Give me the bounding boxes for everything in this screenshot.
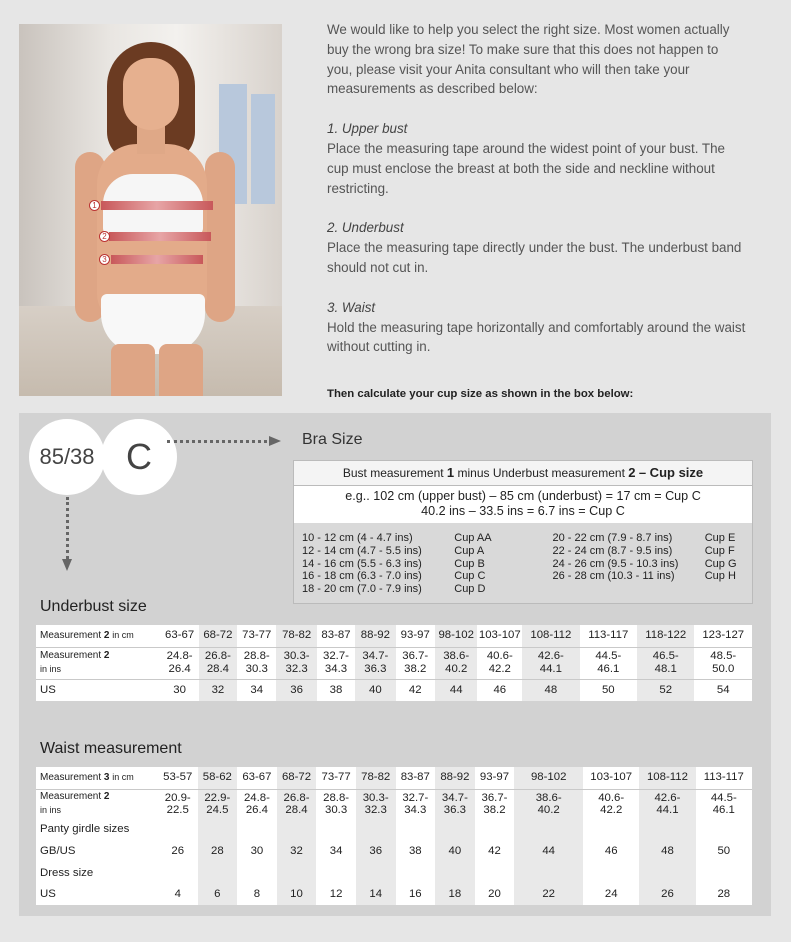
cell-gbus: 40 [435, 839, 475, 863]
cell-blank [277, 863, 317, 883]
row-label-dress: Dress size [36, 863, 158, 883]
cell-ins: 36.7- 38.2 [396, 647, 435, 679]
cell-blank [639, 863, 695, 883]
cell-cm: 63-67 [160, 625, 198, 647]
cell-ins: 44.5- 46.1 [580, 647, 637, 679]
arrow-down-icon [62, 559, 72, 571]
cell-cm: 73-77 [316, 767, 356, 789]
cell-blank [696, 819, 752, 839]
cell-ins: 34.7- 36.3 [435, 789, 475, 819]
waist-table [36, 767, 752, 905]
cell-ins: 44.5- 46.1 [696, 789, 752, 819]
cup-range: 16 - 18 cm (6.3 - 7.0 ins) [302, 570, 422, 583]
cup-label: Cup G [704, 557, 737, 570]
cell-us: 38 [317, 679, 355, 701]
bra-size-title: Bra Size [302, 431, 363, 448]
cell-cm: 113-117 [580, 625, 637, 647]
intro-text [327, 20, 747, 405]
cup-label: Cup E [704, 532, 736, 544]
cell-us: 24 [583, 883, 639, 905]
cell-cm: 108-112 [639, 767, 695, 789]
calc-instruction: Then calculate your cup size as shown in the box below: [327, 388, 634, 401]
cup-range: 18 - 20 cm (7.0 - 7.9 ins) [302, 583, 422, 596]
cell-us: 44 [435, 679, 478, 701]
cup-range: 26 - 28 cm (10.3 - 11 ins) [552, 570, 675, 583]
intro-paragraph: We would like to help you select the right size. Most women actually buy the wrong bra size! To make sure that this does not happen to you, please visit your Anita consultant who will then take your measurements as described below: [327, 22, 730, 97]
waist-tape [111, 255, 203, 264]
cup-range: 14 - 16 cm (5.5 - 6.3 ins) [302, 557, 422, 570]
cell-ins: 28.8- 30.3 [237, 647, 276, 679]
cell-us: 10 [277, 883, 317, 905]
cup-label: Cup A [454, 544, 485, 557]
cell-blank [198, 863, 238, 883]
cell-ins: 30.3- 32.3 [356, 789, 396, 819]
cell-cm: 93-97 [475, 767, 515, 789]
cell-gbus: 46 [583, 839, 639, 863]
cell-us: 12 [316, 883, 356, 905]
cell-us: 48 [522, 679, 579, 701]
cell-cm: 68-72 [199, 625, 237, 647]
cell-ins: 40.6- 42.2 [477, 647, 522, 679]
cell-us: 16 [396, 883, 436, 905]
cell-blank [237, 819, 277, 839]
cup-label: Cup AA [454, 532, 492, 544]
step-underbust-text: Place the measuring tape directly under the bust. The underbust band should not cut in. [327, 240, 742, 275]
row-label-us: US [36, 883, 158, 905]
cell-us: 52 [637, 679, 694, 701]
cell-blank [435, 819, 475, 839]
example-cup-size: C [101, 419, 177, 495]
cell-cm: 78-82 [276, 625, 316, 647]
arrow-right-icon [269, 436, 281, 446]
cell-ins: 32.7- 34.3 [317, 647, 355, 679]
cup-label: Cup B [454, 557, 485, 570]
cell-cm: 78-82 [356, 767, 396, 789]
cell-cm: 73-77 [237, 625, 276, 647]
row-label-cm: Measurement 3 in cm [36, 767, 158, 789]
marker-3: 3 [99, 254, 110, 265]
cell-blank [158, 863, 198, 883]
cell-us: 34 [237, 679, 276, 701]
cup-ranges [293, 523, 753, 604]
cell-us: 36 [276, 679, 316, 701]
step-waist-text: Hold the measuring tape horizontally and comfortably around the waist without cutting in. [327, 319, 746, 355]
formula-header: Bust measurement 1 minus Underbust measurement 2 – Cup size [293, 460, 753, 486]
row-label-panty: Panty girdle sizes [36, 819, 158, 839]
underbust-table [36, 625, 752, 701]
cell-ins: 28.8- 30.3 [316, 789, 356, 819]
cell-cm: 53-57 [158, 767, 198, 789]
marker-2: 2 [99, 231, 110, 242]
cell-blank [435, 863, 475, 883]
cell-us: 50 [580, 679, 637, 701]
cell-us: 46 [477, 679, 522, 701]
cell-cm: 88-92 [355, 625, 395, 647]
cell-cm: 113-117 [696, 767, 752, 789]
cell-gbus: 44 [514, 839, 583, 863]
step-upper-bust-title: 1. Upper bust [327, 121, 408, 137]
row-label-gbus: GB/US [36, 839, 158, 863]
cell-ins: 38.6- 40.2 [435, 647, 478, 679]
cup-label: Cup H [704, 570, 736, 583]
cell-blank [583, 819, 639, 839]
cell-cm: 83-87 [396, 767, 436, 789]
cell-us: 54 [694, 679, 752, 701]
cell-gbus: 50 [696, 839, 752, 863]
cell-ins: 42.6- 44.1 [639, 789, 695, 819]
cell-blank [158, 819, 198, 839]
cup-range: 24 - 26 cm (9.5 - 10.3 ins) [552, 557, 679, 570]
cell-blank [237, 863, 277, 883]
cell-blank [316, 819, 356, 839]
cell-cm: 93-97 [396, 625, 435, 647]
cell-ins: 40.6- 42.2 [583, 789, 639, 819]
cell-cm: 63-67 [237, 767, 277, 789]
cup-range: 12 - 14 cm (4.7 - 5.5 ins) [302, 544, 422, 557]
cell-ins: 36.7- 38.2 [475, 789, 515, 819]
cell-ins: 22.9- 24.5 [198, 789, 238, 819]
cell-ins: 32.7- 34.3 [396, 789, 436, 819]
step-upper-bust-text: Place the measuring tape around the widest point of your bust. The cup must enclose the breast at both the side and neckline without restricting. [327, 140, 725, 196]
cell-blank [356, 863, 396, 883]
cup-size-formula-box [293, 460, 753, 604]
cell-cm: 83-87 [317, 625, 355, 647]
cell-us: 30 [160, 679, 198, 701]
cell-ins: 24.8- 26.4 [160, 647, 198, 679]
cell-blank [396, 863, 436, 883]
cup-range: 20 - 22 cm (7.9 - 8.7 ins) [552, 532, 673, 544]
cell-us: 14 [356, 883, 396, 905]
cell-cm: 103-107 [477, 625, 522, 647]
cell-cm: 103-107 [583, 767, 639, 789]
underbust-title: Underbust size [40, 598, 147, 615]
cell-cm: 118-122 [637, 625, 694, 647]
cell-ins: 34.7- 36.3 [355, 647, 395, 679]
cell-gbus: 34 [316, 839, 356, 863]
row-label-us: US [36, 679, 160, 701]
cell-ins: 46.5- 48.1 [637, 647, 694, 679]
step-waist-title: 3. Waist [327, 299, 376, 315]
cell-us: 22 [514, 883, 583, 905]
cell-blank [396, 819, 436, 839]
cell-us: 32 [199, 679, 237, 701]
cell-us: 42 [396, 679, 435, 701]
cell-cm: 68-72 [277, 767, 317, 789]
cell-gbus: 36 [356, 839, 396, 863]
cell-cm: 58-62 [198, 767, 238, 789]
cell-gbus: 42 [475, 839, 515, 863]
cell-ins: 24.8- 26.4 [237, 789, 277, 819]
cell-ins: 38.6- 40.2 [514, 789, 583, 819]
cell-blank [277, 819, 317, 839]
cell-ins: 30.3- 32.3 [276, 647, 316, 679]
cell-us: 18 [435, 883, 475, 905]
cup-range: 10 - 12 cm (4 - 4.7 ins) [302, 532, 413, 544]
cell-blank [475, 863, 515, 883]
cell-us: 26 [639, 883, 695, 905]
step-underbust-title: 2. Underbust [327, 220, 404, 236]
cell-ins: 20.9- 22.5 [158, 789, 198, 819]
row-label-cm: Measurement 2 in cm [36, 625, 160, 647]
dotted-arrow-down [66, 497, 69, 559]
cell-us: 20 [475, 883, 515, 905]
cell-us: 8 [237, 883, 277, 905]
cell-ins: 26.8- 28.4 [199, 647, 237, 679]
cell-us: 4 [158, 883, 198, 905]
cell-gbus: 32 [277, 839, 317, 863]
cell-us: 28 [696, 883, 752, 905]
row-label-ins: Measurement 2 in ins [36, 789, 158, 819]
cell-us: 6 [198, 883, 238, 905]
cell-blank [583, 863, 639, 883]
cell-cm: 108-112 [522, 625, 579, 647]
cup-label: Cup F [704, 544, 735, 557]
cell-gbus: 30 [237, 839, 277, 863]
underbust-tape [109, 232, 211, 241]
formula-example: e.g.. 102 cm (upper bust) – 85 cm (underbust) = 17 cm = Cup C 40.2 ins – 33.5 ins = 6.7 ins = Cup C [293, 486, 753, 523]
model-photo [19, 24, 282, 396]
cell-us: 40 [355, 679, 395, 701]
cell-blank [198, 819, 238, 839]
upper-bust-tape [101, 201, 213, 210]
row-label-ins: Measurement 2 in ins [36, 647, 160, 679]
cell-blank [514, 863, 583, 883]
cell-blank [514, 819, 583, 839]
dotted-arrow-right [167, 440, 273, 443]
cell-blank [316, 863, 356, 883]
cell-blank [356, 819, 396, 839]
cell-blank [475, 819, 515, 839]
cup-label: Cup D [454, 583, 486, 596]
cup-range: 22 - 24 cm (8.7 - 9.5 ins) [552, 544, 673, 557]
cell-cm: 88-92 [435, 767, 475, 789]
marker-1: 1 [89, 200, 100, 211]
example-band-size: 85/38 [29, 419, 105, 495]
cell-ins: 48.5- 50.0 [694, 647, 752, 679]
size-chart-panel [19, 413, 771, 916]
cell-cm: 98-102 [514, 767, 583, 789]
cell-blank [639, 819, 695, 839]
cell-ins: 42.6- 44.1 [522, 647, 579, 679]
waist-title: Waist measurement [40, 740, 182, 757]
cell-gbus: 28 [198, 839, 238, 863]
cell-cm: 123-127 [694, 625, 752, 647]
cell-gbus: 48 [639, 839, 695, 863]
cell-gbus: 26 [158, 839, 198, 863]
cup-label: Cup C [454, 570, 486, 583]
cell-gbus: 38 [396, 839, 436, 863]
cell-blank [696, 863, 752, 883]
cell-cm: 98-102 [435, 625, 478, 647]
cell-ins: 26.8- 28.4 [277, 789, 317, 819]
